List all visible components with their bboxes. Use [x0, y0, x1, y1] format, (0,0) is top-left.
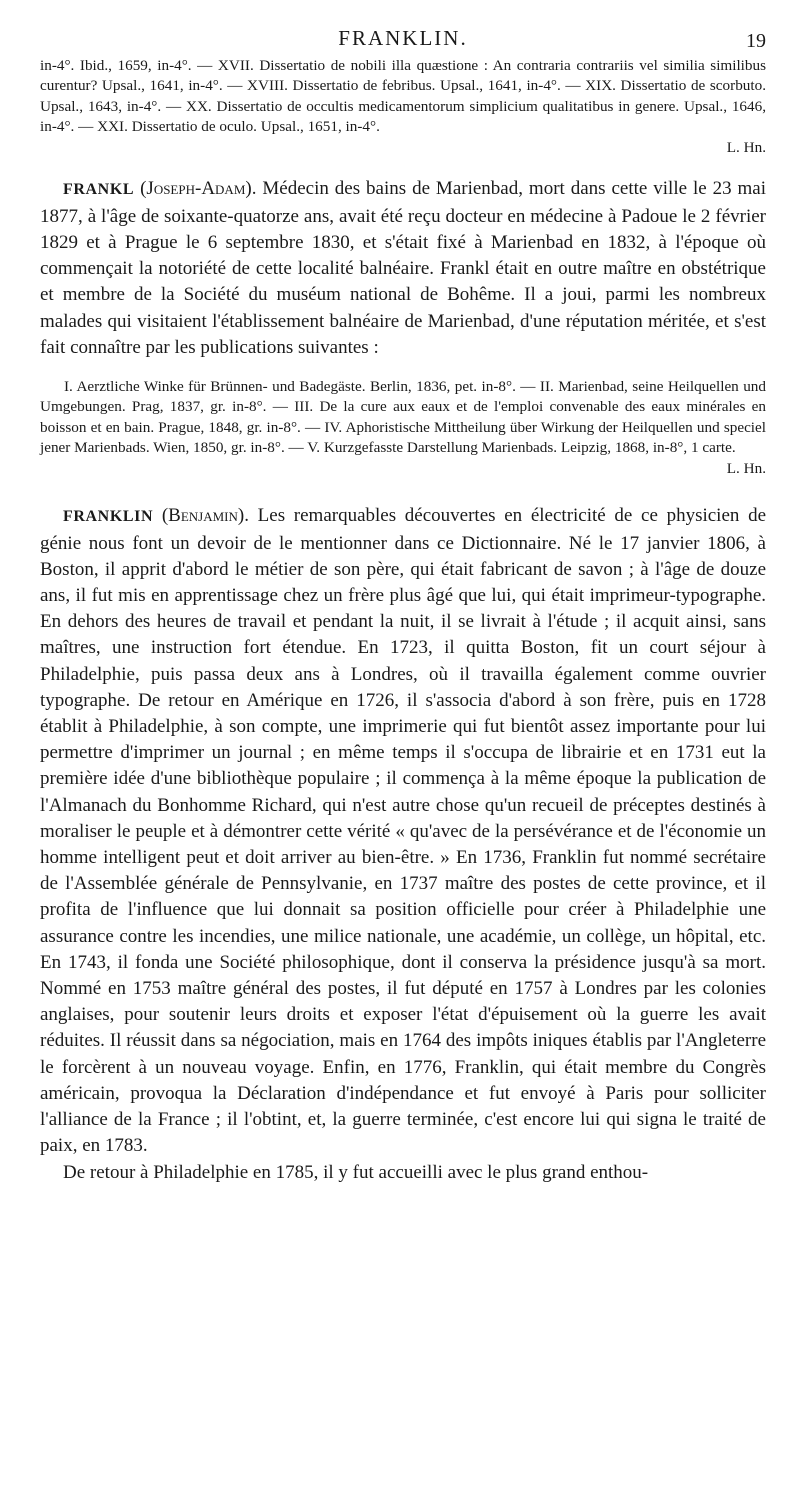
running-head	[40, 0, 766, 56]
page-header-title: FRANKLIN.	[338, 26, 468, 50]
entry-frankl	[40, 176, 766, 479]
franklin-body-paragraph-2: De retour à Philadelphie en 1785, il y fut accueilli avec le plus grand enthou-	[63, 1162, 649, 1184]
frankl-forename: (Joseph-Adam).	[140, 178, 257, 200]
continuation-entry	[40, 56, 766, 158]
continuation-text: in-4°. Ibid., 1659, in-4°. — XVII. Dissertatio de nobili illa quæstione : An contraria contrariis vel similia similibus curentur? Upsal., 1641, in-4°. — XVIII. Dissertatio de febribus. Upsal., 1641, in-4°. — XIX. Dissertatio de scorbuto. Upsal., 1643, in-4°. — XX. Dissertatio de occultis medicamentorum simplicium qualitatibus in genere. Upsal., 1646, in-4°. — XXI. Dissertatio de oculo. Upsal., 1651, in-4°.	[40, 57, 766, 135]
frankl-headword: FRANKL	[63, 181, 135, 199]
continuation-signature: L. Hn.	[726, 139, 766, 157]
franklin-headword: FRANKLIN	[63, 508, 154, 526]
frankl-bibliography: I. Aerztliche Winke für Brünnen- und Badegäste. Berlin, 1836, pet. in-8°. — II. Marienbad, seine Heilquellen und Umgebungen. Prag, 1837, gr. in-8°. — III. De la cure aux eaux et de l'emploi convenable des eaux minérales en boisson et en bain. Prague, 1848, gr. in-8°. — IV. Aphoristische Mittheilung über Wirkung der Heilquellen und speciel jener Marienbads. Wien, 1850, gr. in-8°. — V. Kurzgefasste Darstellung Marienbads. Leipzig, 1868, in-8°, 1 carte.	[40, 377, 766, 456]
franklin-body-paragraph	[40, 503, 766, 1159]
franklin-body: Les remarquables découvertes en électricité de ce physicien de génie nous font un devoir de le mentionner dans ce Dictionnaire. Né le 17 janvier 1806, à Boston, il apprit d'abord le métier de son père, qui était fabricant de savon ; à l'âge de douze ans, il fut mis en apprentissage chez un frère plus âgé que lui, qui était imprimeur-typographe. En dehors des heures de travail et pendant la nuit, il se livrait à l'étude ; il acquit ainsi, sans maîtres, une instruction fort étendue. En 1723, il quitta Boston, fit un court séjour à Philadelphie, puis passa deux ans à Londres, où il travailla également comme ouvrier typographe. De retour en Amérique en 1726, il s'associa d'abord à son frère, puis en 1728 établit à Philadelphie, à son compte, une imprimerie qui fut bientôt assez importante pour lui permettre d'imprimer un journal ; en même temps il s'occupa de librairie et en 1731 eut la première idée d'une bibliothèque populaire ; il commença à la même époque la publication de l'Almanach du Bonhomme Richard, qui n'est autre chose qu'un recueil de préceptes destinés à moraliser le peuple et à démontrer cette vérité « qu'avec de la persévérance et de l'économie un homme intelligent peut et doit arriver au bien-être. » En 1736, Franklin fut nommé secrétaire de l'Assemblée générale de Pennsylvanie, en 1737 maître des postes de cette province, et il profita de l'influence que lui donnait sa position officielle pour créer à Philadelphie une assurance contre les incendies, une milice nationale, une académie, un collège, un hôpital, etc. En 1743, il fonda une Société philosophique, dont il conserva la présidence jusqu'à sa mort. Nommé en 1753 maître général des postes, il fut député en 1757 à Londres par les colonies anglaises, pour soutenir leurs droits et exposer l'état d'épuisement où la guerre les avait réduites. Il réussit dans sa négociation, mais en 1764 des impôts iniques établis par l'Angleterre le forcèrent à un nouveau voyage. Enfin, en 1776, Franklin, qui était membre du Congrès américain, provoqua la Déclaration d'indépendance et fut envoyé à Paris pour solliciter l'alliance de la France ; il l'obtint, et, la guerre terminée, c'est encore lui qui signa le traité de paix, en 1783.	[40, 505, 767, 1157]
page-number: 19	[746, 30, 766, 52]
frankl-body-paragraph	[40, 176, 766, 360]
dictionary-page	[40, 0, 766, 1187]
frankl-signature: L. Hn.	[726, 460, 766, 478]
frankl-bibliography-block	[40, 377, 766, 479]
entry-franklin	[40, 503, 766, 1186]
franklin-forename: (Benjamin).	[161, 505, 249, 527]
frankl-body: Médecin des bains de Marienbad, mort dans cette ville le 23 mai 1877, à l'âge de soixante-quatorze ans, avait été reçu docteur en médecine à Padoue le 2 février 1829 et à Prague le 6 septembre 1830, et s'était fixé à Marienbad en 1832, à l'époque où commençait la notoriété de cette localité balnéaire. Frankl était en outre maître en obstétrique et membre de la Société du muséum national de Bohême. Il a joui, parmi les nombreux malades qui visitaient l'établissement balnéaire de Marienbad, d'une réputation méritée, et s'est fait connaître par les publications suivantes :	[40, 178, 767, 358]
